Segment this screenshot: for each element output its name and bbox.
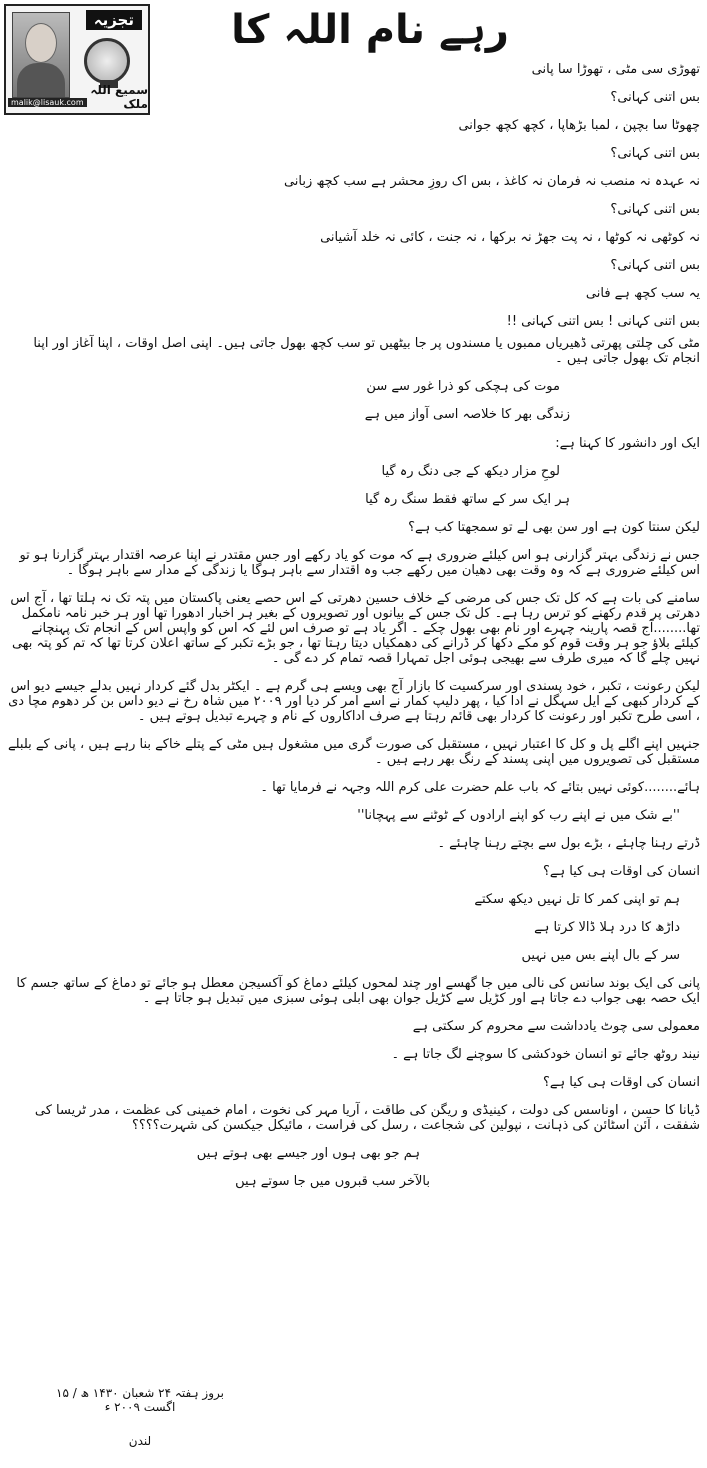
- article-body: [8, 62, 700, 1202]
- signoff-date: بروز ہفتہ ۲۴ شعبان ۱۴۳۰ ھ / ۱۵ اگست ۲۰۰۹ ء: [56, 1386, 224, 1414]
- paragraph: ہائے........کوئی نہیں بتائے کہ باب علم حضرت علی کرم اللہ وجہہ نے فرمایا تھا ۔: [260, 780, 700, 795]
- paragraph: انسان کی اوقات ہی کیا ہے؟: [543, 864, 700, 879]
- poem-refrain: بس اتنی کہانی؟: [610, 90, 700, 105]
- poem-line: چھوٹا سا بچپن ، لمبا بڑھاپا ، کچھ کچھ جوانی: [458, 118, 700, 133]
- poem-line: نہ عہدہ نہ منصب نہ فرمان نہ کاغذ ، بس اک روزِ محشر ہے سب کچھ زبانی: [283, 174, 700, 189]
- poem-refrain: بس اتنی کہانی ! بس اتنی کہانی !!: [506, 314, 700, 329]
- verse-line: ہم تو اپنی کمر کا تل نہیں دیکھ سکتے: [474, 892, 680, 907]
- verse-line: زندگی بھر کا خلاصہ اسی آواز میں ہے: [364, 407, 570, 422]
- poem-refrain: بس اتنی کہانی؟: [610, 202, 700, 217]
- paragraph: پانی کی ایک بوند سانس کی نالی میں جا گھسے اور چند لمحوں کیلئے دماغ کو آکسیجن معطل ہو جائے تو دماغ کے ساتھ جسم کا ایک حصہ بھی جواب دے جاتا ہے اور کڑیل سے کڑیل جوان بھی ابلی ہوئی سبزی میں تبدیل ہو جاتا ہے ۔: [16, 976, 700, 1006]
- author-name: سمیع اللہ ملک: [90, 83, 148, 111]
- poem-line: نہ کوٹھی نہ کوٹھا ، نہ پت جھڑ نہ برکھا ، نہ جنت ، کائی نہ خلد آشیانی: [320, 230, 700, 245]
- paragraph: جس نے زندگی بہتر گزارنی ہو اس کیلئے ضروری ہے کہ موت کو یاد رکھے اور جس مقتدر نے اپنا عرصہ اقتدار بہتر گزارنا ہو تو اس کیلئے ضروری ہے کہ وہ وقت بھی دھیان میں رکھے جب وہ اقتدار سے باہر ہوگا یا زندگی کے مدار سے باہر ہوگا ۔: [19, 548, 700, 578]
- poem-refrain: بس اتنی کہانی؟: [610, 146, 700, 161]
- paragraph: لیکن رعونت ، تکبر ، خود پسندی اور سرکسیت کا بازار آج بھی ویسے ہی گرم ہے ۔ ایکٹر بدل گئے کردار نہیں بدلے جیسے دیو اس کے کردار کبھی کے ایل سہگل نے ادا کیا ، پھر دلیپ کمار نے اسے امر کر دیا اور ۲۰۰۹ میں شاہ رخ نے دیو داس بن کر دھوم مچا دی ، اسی طرح تکبر اور رعونت کا کردار بھی قائم رہتا ہے صرف اداکاروں کے نام و چہرے تبدیل ہوتے ہیں ۔: [8, 679, 700, 724]
- paragraph: نیند روٹھ جائے تو انسان خودکشی کا سوچنے لگ جاتا ہے ۔: [391, 1047, 700, 1062]
- poem-refrain: بس اتنی کہانی؟: [610, 258, 700, 273]
- author-email[interactable]: malik@lisauk.com: [8, 98, 87, 107]
- quote-line: ''بے شک میں نے اپنے رب کو اپنے ارادوں کے ٹوٹنے سے پہچانا'': [357, 808, 680, 823]
- article-headline: رہے نام اللہ کا: [231, 7, 509, 53]
- paragraph: مٹی کی چلتی پھرتی ڈھیریاں ممبوں یا مسندوں پر جا بیٹھیں تو سب کچھ بھول جاتی ہیں۔ اپنی اصل اوقات ، اپنا آغاز اور اپنا انجام تک بھول جاتی ہیں ۔: [33, 336, 700, 366]
- author-face: [25, 23, 57, 63]
- poem-line: تھوڑی سی مٹی ، تھوڑا سا پانی: [531, 62, 700, 77]
- signoff: [40, 1386, 240, 1468]
- signoff-place: لندن: [128, 1434, 152, 1448]
- verse-line: سر کے بال اپنے بس میں نہیں: [521, 948, 680, 963]
- verse-line: ہر ایک سر کے ساتھ فقط سنگ رہ گیا: [365, 492, 570, 507]
- paragraph: سامنے کی بات ہے کہ کل تک جس کی مرضی کے خلاف حسین دھرتی کے اس حصے یعنی پاکستان میں پتہ تک نہ ہلتا تھا ، آج اس دھرتی پر قدم رکھنے کو ترس رہا ہے۔ کل تک جس کے بیانوں اور تصویروں کے بغیر ہر اخبار ادھورا تھا اور ہر خبر نامہ نامکمل تھا........آج قصہ پارینہ چہرے اور نام بھی بھول چکے ۔ اگر یاد ہے تو صرف اس لئے کہ اس کو واپس اس کے انجام تک پہنچانے کیلئے بلاؤ جو ہر وقت قوم کو مکے دکھا کر ڈرانے کی دھمکیاں دیتا رہتا تھا ، جو بڑے تکبر کے ساتھ اعلان کرتا تھا کہ تم کو پتہ بھی نہیں چلے گا کہ میری طرف سے بھیجی ہوئی اجل تمہارا قصہ تمام کر دے گی ۔: [10, 591, 700, 666]
- verse-line: موت کی ہچکی کو ذرا غور سے سن: [366, 379, 560, 394]
- paragraph: ایک اور دانشور کا کہنا ہے:: [555, 436, 700, 451]
- paragraph: جنہیں اپنے اگلے پل و کل کا اعتبار نہیں ، مستقبل کی صورت گری میں مشغول ہیں مٹی کے پتلے خاکے بنا رہے ہیں ، پانی کے بلبلے مستقبل کی تصویروں میں اپنی پسند کے رنگ بھر رہے ہیں ۔: [7, 737, 700, 767]
- verse-line: داڑھ کا درد ہلا ڈالا کرتا ہے: [534, 920, 680, 935]
- poem-line: یہ سب کچھ ہے فانی: [585, 286, 700, 301]
- paragraph: انسان کی اوقات ہی کیا ہے؟: [543, 1075, 700, 1090]
- paragraph: لیکن سنتا کون ہے اور سن بھی لے تو سمجھتا کب ہے؟: [408, 520, 700, 535]
- verse-line: لوحِ مزار دیکھ کے جی دنگ رہ گیا: [381, 464, 560, 479]
- verse-line: بالآخر سب قبروں میں جا سوتے ہیں: [235, 1174, 430, 1189]
- paragraph: ڈیانا کا حسن ، اوناسس کی دولت ، کینیڈی و ریگن کی طاقت ، آریا مہر کی نخوت ، امام خمینی کی عظمت ، مدر ٹریسا کی شفقت ، آئن اسٹائن کی ذہانت ، نپولین کی شجاعت ، رسل کی فراست ، مائیکل جیکسن کی شہرت؟؟؟؟: [34, 1103, 700, 1133]
- paragraph: ڈرتے رہنا چاہئے ، بڑے بول سے بچتے رہنا چاہئے ۔: [437, 836, 700, 851]
- paragraph: معمولی سی چوٹ یادداشت سے محروم کر سکتی ہے: [412, 1019, 700, 1034]
- verse-line: ہم جو بھی ہوں اور جیسے بھی ہوتے ہیں: [196, 1146, 420, 1161]
- column-label: تجزیہ: [86, 10, 142, 30]
